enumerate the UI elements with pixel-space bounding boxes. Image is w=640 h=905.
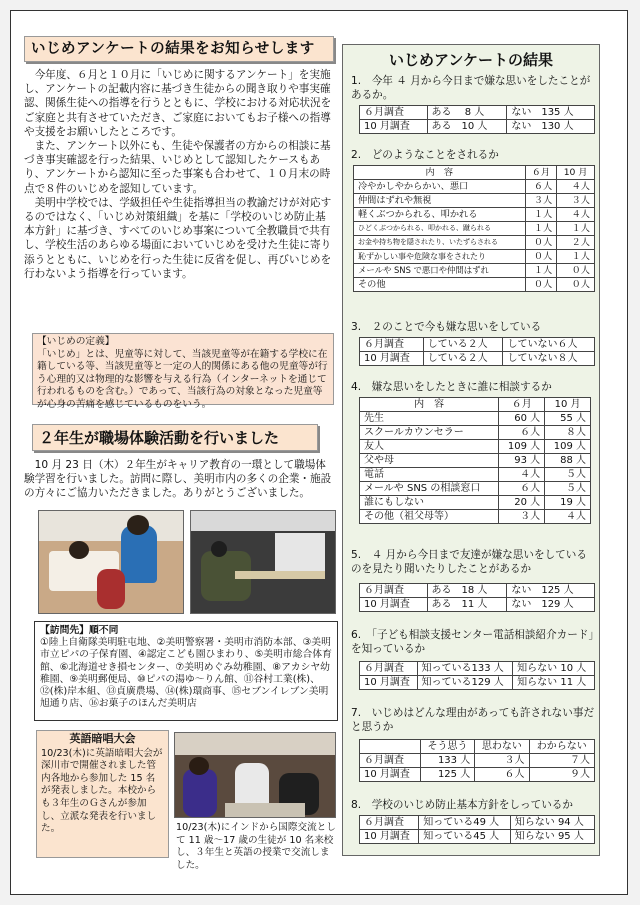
table-cell: ある 8 人 [427,106,507,120]
table-cell: わからない [529,740,594,754]
table-row [360,454,591,468]
table-row [360,662,595,676]
q8-table [359,815,595,844]
workplace-photo-office [190,510,336,614]
table-cell: 誰にもしない [360,496,499,510]
table-row [354,278,595,292]
table-cell: ４人 [557,208,595,222]
table-cell: していない８人 [503,352,595,366]
table-cell: ８人 [545,426,591,440]
table-cell: ６人 [475,768,529,782]
workplace-photo-kindergarten [38,510,184,614]
table-cell: ６月調査 [360,662,418,676]
q1-table [359,105,595,134]
q7-question: 7. いじめはどんな理由があっても許されない事だと思うか [351,707,595,733]
survey-results-panel [342,44,600,856]
q5-question: 5. ４ 月から今日まで友達が嫌な思いをしているのを見たり聞いたりしたことがあるか [351,549,587,575]
table-row [360,816,595,830]
table-row [354,222,595,236]
table-cell: していない６人 [503,338,595,352]
table-cell: 恥ずかしい事や危険な事をされたり [354,250,526,264]
table-row [354,264,595,278]
table-cell: 10 月 [545,398,591,412]
table-cell: ３人 [525,194,557,208]
table-row [360,106,595,120]
table-cell: 内 容 [354,166,526,180]
table-cell: している２人 [423,338,503,352]
bullying-definition-box [32,333,334,410]
table-cell: 思わない [475,740,529,754]
photo-shape [235,571,325,579]
table-row [360,120,595,134]
table-row [360,676,595,690]
table-cell: ６人 [499,426,545,440]
table-cell: 知らない 11 人 [513,676,595,690]
table-cell: 88 人 [545,454,591,468]
table-cell: 133 人 [420,754,474,768]
table-row [360,482,591,496]
table-cell: 10 月調査 [360,676,418,690]
table-cell: 19 人 [545,496,591,510]
table-cell: 10 月調査 [360,352,424,366]
visit-destinations-box [34,621,338,721]
q6-table [359,661,595,690]
table-cell: ０人 [557,278,595,292]
q8-question: 8. 学校のいじめ防止基本方針をしっているか [351,799,573,811]
table-cell: お金や持ち物を隠されたり、いたずらされる [354,236,526,250]
table-cell: ０人 [557,264,595,278]
table-cell: ６月調査 [360,338,424,352]
q2-question: 2. どのようなことをされるか [351,149,499,161]
table-cell: その他 [354,278,526,292]
paragraph-2: また、アンケート以外にも、生徒や保護者の方からの相談に基づき事実確認を行った結果、いじめとして認知したケースもあり、アンケートから認知に至った事案も合わせて、１０月末の時点で８件のいじめを認知しています。 [24,140,331,195]
table-cell: ７人 [529,754,594,768]
photo-shape [225,803,305,817]
table-cell: ６月調査 [360,754,421,768]
table-row [360,768,595,782]
table-header [360,740,595,754]
table-cell: ない 135 人 [507,106,595,120]
table-cell: 20 人 [499,496,545,510]
visit-title: 【訪問先】順不同 [40,625,119,636]
q7-table [359,739,595,782]
table-row [354,208,595,222]
table-cell: ない 130 人 [507,120,595,134]
table-cell: ある 18 人 [427,584,507,598]
q5-table [359,583,595,612]
table-cell: 知らない 95 人 [510,830,594,844]
table-cell: ０人 [525,236,557,250]
table-cell: 冷やかしやからかい、悪口 [354,180,526,194]
table-cell: ９人 [529,768,594,782]
table-cell: ０人 [525,278,557,292]
q3-table [359,337,595,366]
table-cell: 10 月調査 [360,768,421,782]
table-cell: ６月調査 [360,106,428,120]
table-row [360,584,595,598]
table-row [354,180,595,194]
q6-question: 6. 「子ども相談支援センター電話相談紹介カード」を知っているか [351,629,594,655]
table-cell: ３人 [499,510,545,524]
q2-table [353,165,595,292]
table-cell: 知っている133 人 [417,662,513,676]
table-cell: ６人 [525,180,557,194]
table-cell: ６人 [499,482,545,496]
photo-shape [175,733,336,755]
table-cell: 109 人 [545,440,591,454]
table-cell: 軽くぶつかられる、叩かれる [354,208,526,222]
table-cell: ない 129 人 [507,598,595,612]
table-cell: 知らない 94 人 [510,816,594,830]
table-row [360,598,595,612]
table-cell: 内 容 [360,398,499,412]
table-cell: ４人 [545,510,591,524]
q3-question: 3. ２のことで今も嫌な思いをしている [351,321,542,333]
english-recitation-box [36,730,169,858]
table-header [360,398,591,412]
table-cell: １人 [525,222,557,236]
table-cell: ０人 [525,250,557,264]
table-cell: ６月調査 [360,816,419,830]
paragraph-1: 今年度、６月と１０月に「いじめに関するアンケート」を実施し、アンケートの記載内容に基づき生徒からの聞き取りや事実確認、関係生徒への指導を行うとともに、学校における対応状況をご家庭と共有させていただき、ご家庭においてもお子様への指導や支援をお願いしたところです。 [24,69,332,138]
table-cell: ある 10 人 [427,120,507,134]
table-cell [360,740,421,754]
definition-title: 【いじめの定義】 [37,336,115,347]
table-cell: 知っている45 人 [419,830,511,844]
table-cell: ５人 [545,482,591,496]
table-cell: 10 月調査 [360,830,419,844]
q4-table [359,397,591,524]
table-cell: 知っている49 人 [419,816,511,830]
definition-text: 「いじめ」とは、児童等に対して、当該児童等が在籍する学校に在籍している等、当該児童等と一定の人的関係にある他の児童等が行う心理的又は物理的な影響を与える行為（インターネットを通じて行われるものを含む。）であって、当該行為の対象となった児童等が心身の苦痛を感じているものをいう。 [37,348,328,410]
table-row [360,440,591,454]
table-cell: 93 人 [499,454,545,468]
paragraph-3: 美明中学校では、学級担任や生徒指導担当の教諭だけが対応するのではなく、「いじめ対策組織」を基に「学校のいじめ防止基本方針」に基づき、すべてのいじめ事案について全教職員で共有し、学校生活のあらゆる場面においていじめを受けた生徒に寄り添うとともに、いじめを行った生徒に反省を促し、再びいじめを行わないよう指導を行っています。 [24,196,332,280]
table-header [354,166,595,180]
exchange-caption: 10/23(木)にインドから国際交流として 11 歳～17 歳の生徒が 10 名来校し、３年生と英語の授業で交流しました。 [176,822,336,871]
photo-shape [211,541,227,557]
table-row [354,194,595,208]
visit-list: ①陸上自衛隊美明駐屯地、②美明警察署・美明市消防本部、③美明市立ピパの子保育園、④認定こども園ひまわり、⑤美明市総合体育館、⑥北海道せき損センター、⑦美明めぐみ幼稚園、⑧アカシヤ幼稚園、⑨美明郵便局、⑩ピパの湯ゆ～りん館、⑪谷村工業(株)、⑫(株)岸本組、⑬貞廣農場、⑭(株)環商事、⑮セブンイレブン美明旭通り店、⑯お菓子のほんだ美明店 [40,637,332,710]
q1-question: 1. 今年 ４ 月から今日まで嫌な思いをしたことがあるか。 [351,75,591,101]
table-cell: ６月 [499,398,545,412]
table-cell: ６月調査 [360,584,428,598]
english-title: 英語暗唱大会 [69,732,136,745]
table-cell: ４人 [557,180,595,194]
photo-shape [191,511,336,531]
english-text: 10/23(木)に英語暗唱大会が深川市で開催されました管内各地から参加した 15 名が発表しました。本校からも３年生のＧさんが参加し、立派な発表を行いました。 [41,747,163,835]
table-cell: 10 月調査 [360,120,428,134]
section1-body [24,68,334,281]
table-cell: ３人 [475,754,529,768]
table-cell: 10 月 [557,166,595,180]
table-row [360,426,591,440]
table-row [360,496,591,510]
section2-title: ２年生が職場体験活動を行いました [32,424,318,451]
table-cell: 109 人 [499,440,545,454]
table-cell: 先生 [360,412,499,426]
results-title: いじめアンケートの結果 [388,51,554,69]
table-cell: １人 [525,264,557,278]
table-cell: 父や母 [360,454,499,468]
table-cell: スクールカウンセラー [360,426,499,440]
table-cell: 60 人 [499,412,545,426]
table-cell: １人 [525,208,557,222]
table-cell: している２人 [423,352,503,366]
table-cell: 10 月調査 [360,598,428,612]
section1-title: いじめアンケートの結果をお知らせします [24,36,334,62]
table-cell: 仲間はずれや無視 [354,194,526,208]
table-row [360,830,595,844]
table-row [360,412,591,426]
table-row [360,352,595,366]
table-cell: ６月 [525,166,557,180]
table-cell: 友人 [360,440,499,454]
photo-shape [183,769,217,817]
photo-shape [189,757,209,775]
table-row [360,468,591,482]
table-row [360,338,595,352]
table-cell: ある 11 人 [427,598,507,612]
q4-question: 4. 嫌な思いをしたときに誰に相談するか [351,381,552,393]
photo-shape [127,515,149,535]
photo-shape [39,511,184,541]
table-cell: 電話 [360,468,499,482]
photo-shape [97,569,125,609]
photo-shape [69,541,89,559]
table-cell: ３人 [557,194,595,208]
table-row [354,236,595,250]
table-cell: ない 125 人 [507,584,595,598]
table-cell: 55 人 [545,412,591,426]
table-cell: ２人 [557,236,595,250]
table-cell: ５人 [545,468,591,482]
table-cell: その他（祖父母等） [360,510,499,524]
table-cell: ひどくぶつかられる、叩かれる、蹴られる [354,222,526,236]
table-cell: １人 [557,222,595,236]
section2-body: 10 月 23 日（木）２年生がキャリア教育の一環として職場体験学習を行いました。訪問に際し、美明市内の多くの企業・施設の方々にご協力いただきました。ありがとうございました。 [24,459,332,500]
table-cell: 知っている129 人 [417,676,513,690]
exchange-photo [174,732,336,818]
table-cell: 知らない 10 人 [513,662,595,676]
table-cell: メールや SNS で悪口や仲間はずれ [354,264,526,278]
table-row [354,250,595,264]
table-row [360,510,591,524]
table-row [360,754,595,768]
table-cell: メールや SNS の相談窓口 [360,482,499,496]
table-cell: 125 人 [420,768,474,782]
table-cell: １人 [557,250,595,264]
table-cell: そう思う [420,740,474,754]
table-cell: ４人 [499,468,545,482]
